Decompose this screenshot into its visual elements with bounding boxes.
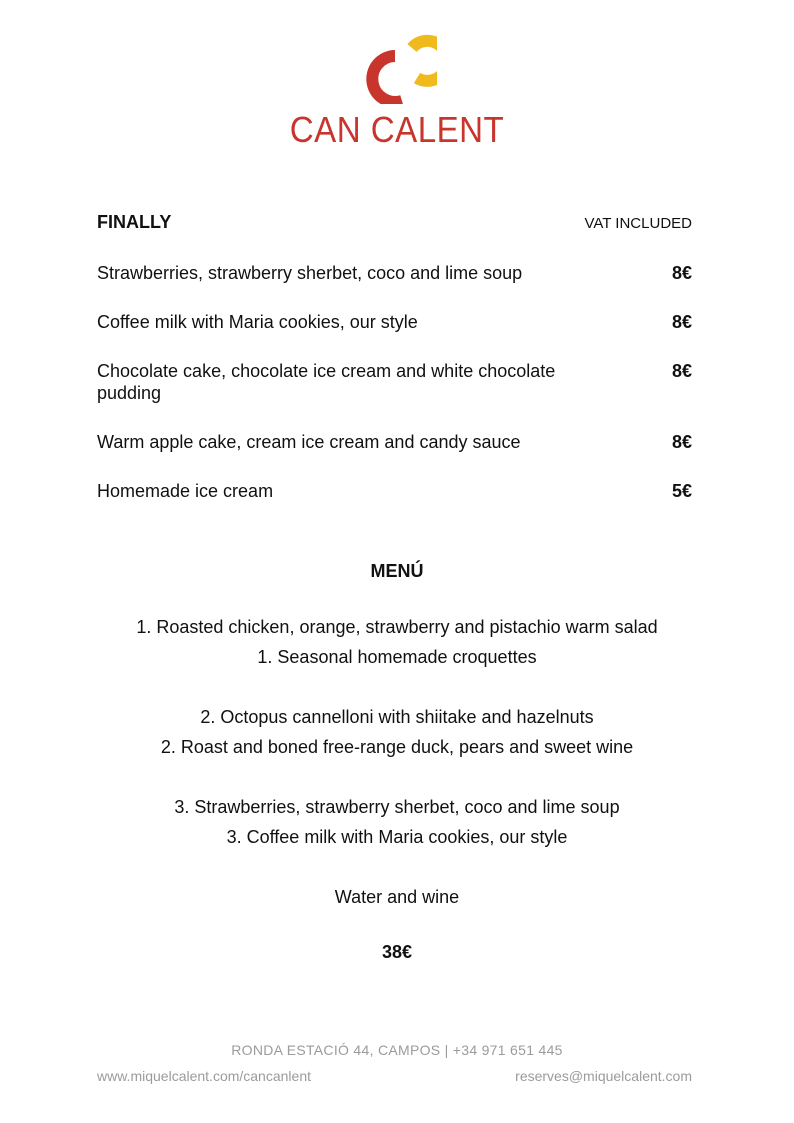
section-title-finally: FINALLY [97,212,172,232]
item-price: 8€ [671,432,692,452]
menu-line: Water and wine [334,887,460,907]
item-name: Warm apple cake, cream ice cream and candy sauce [97,432,521,452]
list-item [97,311,692,360]
dessert-list [97,262,692,529]
list-item [97,262,692,311]
logo-mark-icon [357,20,437,104]
brand-name: CAN CALENT [289,109,505,150]
item-price: 8€ [671,312,692,332]
menu-line: 3. Coffee milk with Maria cookies, our style [226,827,568,847]
item-price: 8€ [671,361,692,381]
menu-line: 1. Roasted chicken, orange, strawberry and pistachio warm salad [136,617,658,637]
item-name: Chocolate cake, chocolate ice cream and white chocolate pudding [97,361,556,403]
menu-line: 3. Strawberries, strawberry sherbet, coco and lime soup [174,797,620,817]
footer-website-link[interactable]: www.miquelcalent.com/cancanlent [97,1068,311,1084]
menu-line: 1. Seasonal homemade croquettes [257,647,537,667]
menu-line: 2. Roast and boned free-range duck, pears and sweet wine [160,737,634,757]
item-price: 8€ [671,263,692,283]
section-title-menu: MENÚ [370,561,424,581]
list-item [97,360,692,431]
footer-address: RONDA ESTACIÓ 44, CAMPOS | +34 971 651 445 [231,1042,563,1058]
list-item [97,480,692,529]
item-price: 5€ [671,481,692,501]
menu-price: 38€ [381,942,413,962]
set-menu [0,561,794,963]
item-name: Coffee milk with Maria cookies, our style [97,312,418,332]
list-item [97,431,692,480]
footer-email-link[interactable]: reserves@miquelcalent.com [515,1068,692,1084]
finally-header [97,212,692,233]
menu-line: 2. Octopus cannelloni with shiitake and hazelnuts [200,707,594,727]
vat-note: VAT INCLUDED [584,215,692,232]
item-name: Strawberries, strawberry sherbet, coco and lime soup [97,263,523,283]
item-name: Homemade ice cream [97,481,274,501]
logo [0,20,794,148]
